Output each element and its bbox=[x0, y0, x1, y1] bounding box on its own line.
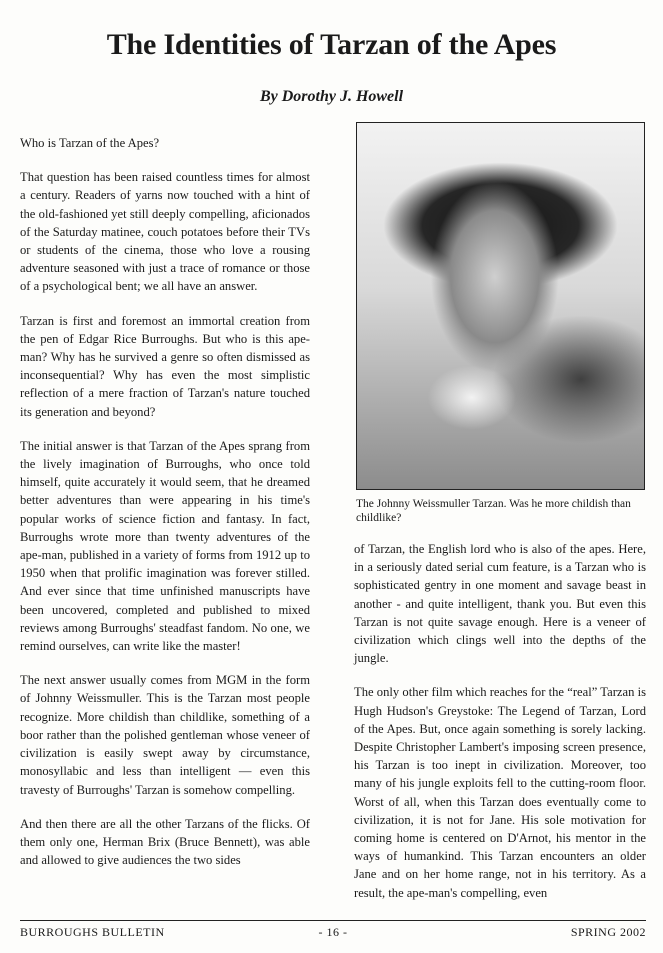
paragraph: The only other film which reaches for the “real” Tarzan is Hugh Hudson's Greystoke: The Legend of Tarzan, Lord of the Apes. But, once again something is sorely lacking. Despite Christopher Lambert's imposing screen presence, his Tarzan is too inept in civilization. Moreover, too many of his jungle exploits fell to the cutting-room floor. Worst of all, when this Tarzan does eventually come to civilization, it is not for Jane. His sole motivation for coming home is centered on D'Arnot, his mentor in the ways of humankind. This Tarzan encounters an older Jane and on her home range, not in his territory. As a result, the ape-man's compelling, even bbox=[354, 685, 646, 900]
paragraph: That question has been raised countless times for almost a century. Readers of yarns now touched with a hint of the old-fashioned yet still deeply compelling, aficionados of the Saturday matinee, couch potatoes before their TVs or students of the cinema, those who love a rousing adventure seasoned with just a trace of romance or those of a psychological bent; we all have an answer. bbox=[20, 170, 310, 294]
paragraph: And then there are all the other Tarzans of the flicks. Of them only one, Herman Brix (Bruce Bennett), was able and allowed to give audiences the two sides bbox=[20, 816, 310, 868]
article-title: The Identities of Tarzan of the Apes bbox=[106, 28, 557, 61]
page-number: - 16 - bbox=[318, 925, 348, 939]
paragraph: Tarzan is first and foremost an immortal creation from the pen of Edgar Rice Burroughs. But who is this ape-man? Why has he survived a genre so often dismissed as inconsequential? Why has even the most simplistic reflection of a mere fraction of Tarzan's nature touched its generation and beyond? bbox=[20, 313, 310, 419]
paragraph: of Tarzan, the English lord who is also of the apes. Here, in a seriously dated serial cum feature, is a Tarzan who is sophisticated gentry in one moment and savage beast in another - and quite intelligent, thank you. But even this Tarzan is not quite savage enough. Here is a veneer of civilization which clings well into the depths of the jungle. bbox=[354, 542, 646, 666]
left-column bbox=[20, 134, 310, 885]
paragraph: Who is Tarzan of the Apes? bbox=[20, 136, 160, 150]
publication-name: BURROUGHS BULLETIN bbox=[20, 925, 165, 939]
paragraph: The initial answer is that Tarzan of the Apes sprang from the lively imagination of Burroughs, who once told himself, quite accurately it would seem, that he dreamed better adventures than were appearing in his time's popular works of science fiction and fantasy. In fact, Burroughs wrote more than twenty adventures of the ape-man, published in a variety of forms from 1912 up to 1950 when that prolific imagination was forever stilled. And ever since that time unfinished manuscripts have been uncovered, completed and published to mixed reviews among Burroughs' steadfast fandom. No one, we remind ourselves, can write like the master! bbox=[20, 438, 310, 654]
weissmuller-portrait-photo bbox=[356, 122, 645, 490]
photo-caption: The Johnny Weissmuller Tarzan. Was he more childish than childlike? bbox=[356, 498, 631, 524]
right-column bbox=[354, 540, 646, 918]
issue-date: SPRING 2002 bbox=[570, 925, 646, 939]
paragraph: The next answer usually comes from MGM in the form of Johnny Weissmuller. This is the Tarzan most people recognize. More childish than childlike, something of a boor rather than the polished gentleman whose veneer of civilization is easily swept away by circumstance, monosyllabic and less than intelligent — even this travesty of Burroughs' Tarzan is somehow compelling. bbox=[20, 673, 310, 797]
page-footer bbox=[20, 920, 646, 939]
article-byline: By Dorothy J. Howell bbox=[259, 88, 404, 105]
